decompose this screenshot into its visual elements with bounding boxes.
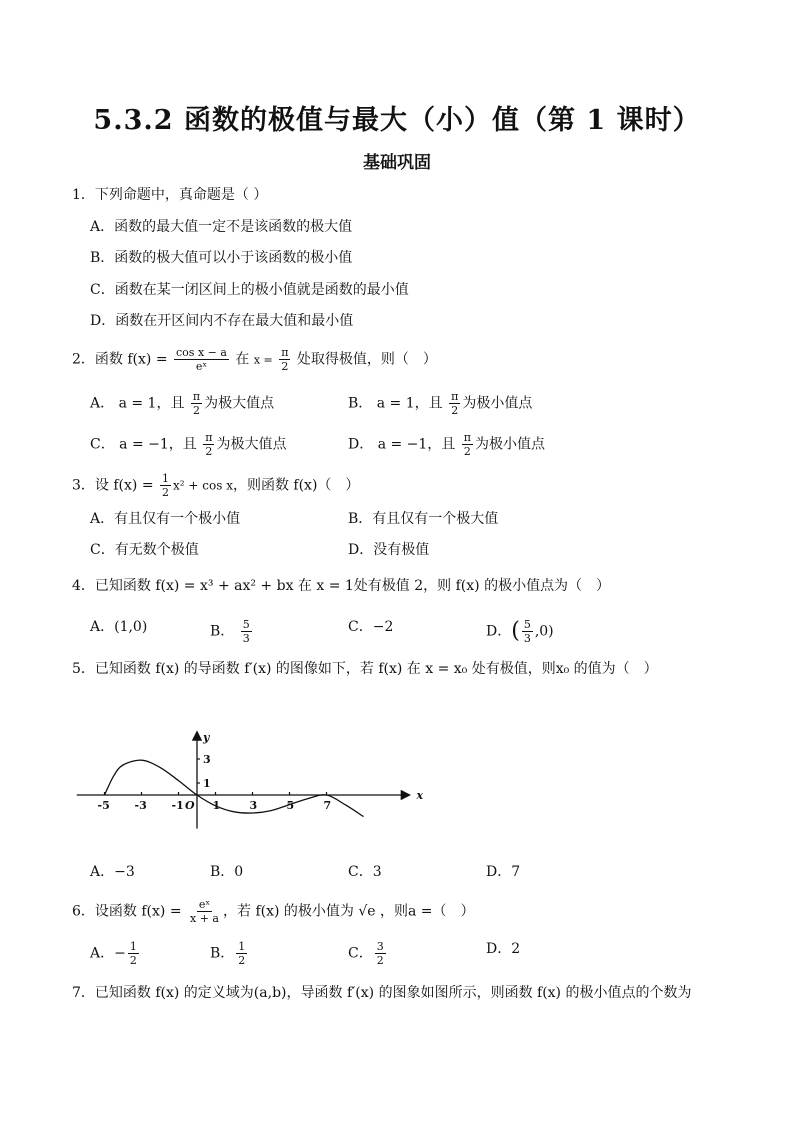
q4-d-letter: D． bbox=[486, 623, 512, 640]
question-6-option-d: D．2 bbox=[486, 941, 521, 957]
x-tick-label--5: -5 bbox=[97, 799, 110, 812]
question-1-option-b: B．函数的极大值可以小于该函数的极小值 bbox=[90, 250, 353, 266]
question-3-stem bbox=[72, 472, 359, 499]
q6-post: ，若 f(x) 的极小值为 √e ，则a =（ ） bbox=[223, 903, 475, 920]
q6-a-fraction bbox=[128, 940, 139, 967]
x-tick-label-5: 5 bbox=[286, 799, 295, 812]
q4-b-fraction bbox=[241, 618, 252, 645]
y-tick-label-1: 1 bbox=[203, 777, 211, 790]
q2-pi: π bbox=[281, 346, 289, 359]
y-tick-label-3: 3 bbox=[203, 753, 211, 766]
q6-fx: f(x) = bbox=[141, 903, 182, 920]
question-4-option-a: A．(1,0) bbox=[90, 619, 148, 635]
q6-c-num: 3 bbox=[376, 940, 384, 953]
q6-a-num: 1 bbox=[129, 940, 137, 953]
q4-d-post: ,0) bbox=[534, 623, 554, 640]
q4-b-letter: B． bbox=[210, 623, 235, 640]
x-tick-label--1: -1 bbox=[171, 799, 184, 812]
q3-expr: x² + cos x bbox=[173, 478, 233, 493]
q2-c-fraction bbox=[203, 431, 214, 458]
x-axis-label: x bbox=[416, 789, 424, 802]
question-5-option-b: B．0 bbox=[210, 864, 244, 880]
y-axis-label: y bbox=[203, 731, 210, 744]
q4-d-open: ( bbox=[511, 618, 520, 644]
q6-c-den: 2 bbox=[376, 954, 384, 967]
question-2-option-d bbox=[348, 431, 545, 458]
q2-c-value: a = −1，且 bbox=[119, 436, 197, 453]
q4-d-num: 5 bbox=[523, 618, 531, 631]
question-5-option-d: D．7 bbox=[486, 864, 521, 880]
q2-fraction-denominator: eˣ bbox=[195, 360, 208, 373]
q3-pre: 3．设 bbox=[72, 477, 109, 494]
q6-b-den: 2 bbox=[238, 954, 246, 967]
question-6-option-b bbox=[210, 940, 249, 967]
question-7-stem: 7．已知函数 f(x) 的定义域为(a,b)，导函数 f′(x) 的图象如图所示，则函数 f(x) 的极小值点的个数为 bbox=[72, 985, 692, 1001]
derivative-graph bbox=[64, 695, 424, 855]
q4-d-fraction bbox=[522, 618, 533, 645]
q2-b-pi: π bbox=[451, 390, 459, 403]
q6-pre: 6．设函数 bbox=[72, 903, 137, 920]
q2-mid: 在 bbox=[235, 351, 250, 368]
q2-d-fraction bbox=[462, 431, 473, 458]
q2-a-letter: A． bbox=[90, 395, 115, 412]
q6-c-fraction bbox=[375, 940, 386, 967]
q6-den: x + a bbox=[190, 912, 219, 925]
q2-c-two: 2 bbox=[205, 445, 213, 458]
q6-b-fraction bbox=[236, 940, 247, 967]
q2-a-value: a = 1，且 bbox=[118, 395, 185, 412]
q2-b-fraction bbox=[449, 390, 460, 417]
q6-a-den: 2 bbox=[129, 954, 137, 967]
q2-c-letter: C． bbox=[90, 436, 115, 453]
question-3-option-c: C．有无数个极值 bbox=[90, 542, 199, 558]
q6-b-num: 1 bbox=[238, 940, 246, 953]
q2-a-fraction bbox=[191, 390, 202, 417]
x-tick-label-3: 3 bbox=[249, 799, 258, 812]
q2-d-letter: D． bbox=[348, 436, 374, 453]
question-5-stem: 5．已知函数 f(x) 的导函数 f′(x) 的图像如下，若 f(x) 在 x = x₀ 处有极值，则x₀ 的值为（ ） bbox=[72, 661, 658, 677]
q2-a-post: 为极大值点 bbox=[204, 395, 275, 412]
q2-b-letter: B． bbox=[348, 395, 373, 412]
question-2-option-c bbox=[90, 431, 286, 458]
question-5-option-c: C．3 bbox=[348, 864, 382, 880]
q4-d-den: 3 bbox=[523, 632, 531, 645]
question-6-option-c bbox=[348, 940, 388, 967]
q4-b-num: 5 bbox=[242, 618, 250, 631]
q2-fraction bbox=[174, 346, 229, 373]
question-1-option-d: D．函数在开区间内不存在最大值和最小值 bbox=[90, 313, 354, 329]
q3-two: 2 bbox=[162, 486, 170, 499]
question-2-option-a bbox=[90, 390, 274, 417]
q2-d-value: a = −1，且 bbox=[377, 436, 456, 453]
q2-c-pi: π bbox=[205, 431, 213, 444]
q6-fraction bbox=[188, 898, 221, 925]
q2-xeq: x = bbox=[253, 353, 273, 367]
q2-b-post: 为极小值点 bbox=[462, 395, 533, 412]
q3-one: 1 bbox=[162, 472, 170, 485]
q2-fraction-numerator: cos x − a bbox=[176, 346, 227, 359]
x-tick-label-1: 1 bbox=[212, 799, 221, 812]
q2-b-two: 2 bbox=[451, 404, 459, 417]
q2-c-post: 为极大值点 bbox=[216, 436, 287, 453]
q2-d-post: 为极小值点 bbox=[475, 436, 545, 453]
question-4-option-d bbox=[486, 618, 554, 645]
q2-a-pi: π bbox=[192, 390, 201, 403]
section-subtitle: 基础巩固 bbox=[363, 153, 431, 173]
q6-num: eˣ bbox=[198, 898, 211, 911]
x-tick-label--3: -3 bbox=[134, 799, 147, 812]
question-3-option-b: B．有且仅有一个极大值 bbox=[348, 511, 499, 527]
origin-label: O bbox=[185, 799, 195, 812]
q3-half-fraction bbox=[160, 472, 171, 499]
question-3-option-a: A．有且仅有一个极小值 bbox=[90, 511, 241, 527]
question-4-option-b bbox=[210, 618, 254, 645]
q6-a-letter: A．− bbox=[90, 945, 126, 962]
question-5-option-a: A．−3 bbox=[90, 864, 135, 880]
question-2-stem bbox=[72, 346, 437, 373]
q2-a-two: 2 bbox=[193, 404, 201, 417]
q2-fx: f(x) = bbox=[127, 351, 168, 368]
q2-b-value: a = 1，且 bbox=[376, 395, 443, 412]
q6-b-letter: B． bbox=[210, 945, 235, 962]
q4-b-den: 3 bbox=[242, 632, 250, 645]
question-6-stem bbox=[72, 898, 475, 925]
q2-d-two: 2 bbox=[463, 445, 471, 458]
q3-fx: f(x) = bbox=[113, 477, 154, 494]
question-2-option-b bbox=[348, 390, 532, 417]
x-tick-label-7: 7 bbox=[323, 799, 332, 812]
q3-post: ，则函数 f(x)（ ） bbox=[232, 477, 360, 494]
question-4-stem: 4．已知函数 f(x) = x³ + ax² + bx 在 x = 1处有极值 2，则 f(x) 的极小值点为（ ） bbox=[72, 578, 611, 594]
q6-c-letter: C． bbox=[348, 945, 373, 962]
question-4-option-c: C．−2 bbox=[348, 619, 394, 635]
question-3-option-d: D．没有极值 bbox=[348, 542, 430, 558]
page-title: 5.3.2 函数的极值与最大（小）值（第 1 课时） bbox=[93, 105, 701, 136]
q2-post: 处取得极值，则（ ） bbox=[296, 351, 437, 368]
question-1-option-a: A．函数的最大值一定不是该函数的极大值 bbox=[90, 219, 353, 235]
q2-two: 2 bbox=[281, 360, 289, 373]
question-1-option-c: C．函数在某一闭区间上的极小值就是函数的最小值 bbox=[90, 282, 409, 298]
q2-pre: 2．函数 bbox=[72, 351, 123, 368]
question-6-option-a bbox=[90, 940, 141, 967]
q2-pi-over-2 bbox=[279, 346, 290, 373]
question-1-stem: 1．下列命题中，真命题是（ ） bbox=[72, 187, 268, 203]
q2-d-pi: π bbox=[463, 431, 471, 444]
